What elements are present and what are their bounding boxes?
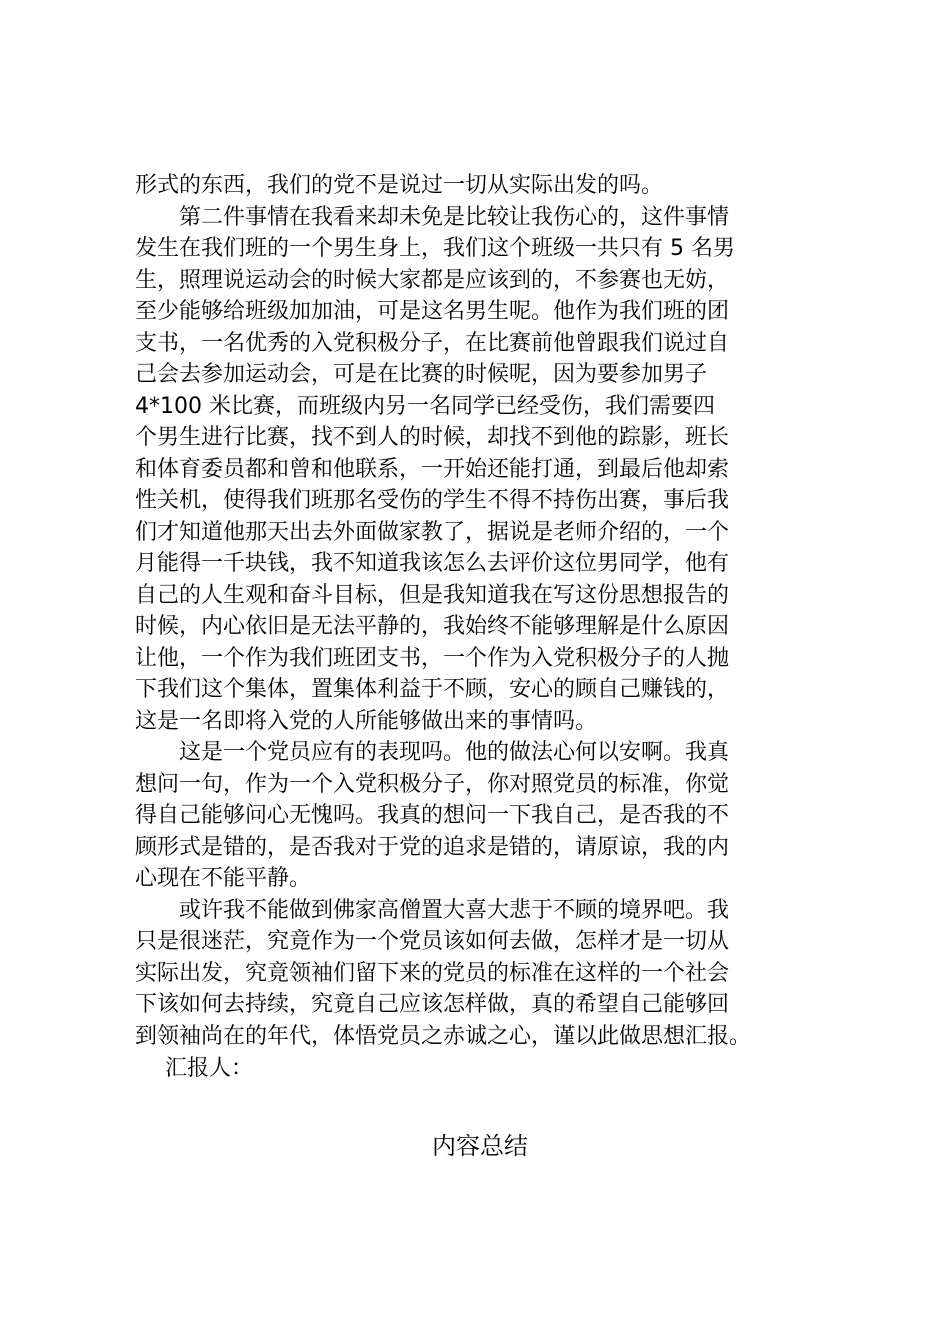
text-line: 生，照理说运动会的时候大家都是应该到的，不参赛也无妨，: [135, 267, 730, 293]
text-line: 4*100 米比赛，而班级内另一名同学已经受伤，我们需要四: [135, 393, 715, 419]
text-line: 支书，一名优秀的入党积极分子，在比赛前他曾跟我们说过自: [135, 330, 730, 356]
text-line: 顾形式是错的，是否我对于党的追求是错的，请原谅，我的内: [135, 834, 730, 860]
summary-heading: [0, 1128, 950, 1164]
text-line: 己会去参加运动会，可是在比赛的时候呢，因为要参加男子: [135, 362, 708, 387]
text-line: 或许我不能做到佛家高僧置大喜大悲于不顾的境界吧。我: [135, 897, 730, 923]
text-line: 到领袖尚在的年代，体悟党员之赤诚之心，谨以此做思想汇报。: [135, 1023, 752, 1049]
text-line: 这是一个党员应有的表现吗。他的做法心何以安啊。我真: [135, 740, 730, 765]
text-line: 只是很迷茫，究竟作为一个党员该如何去做，怎样才是一切从: [135, 929, 730, 954]
text-line: 想问一句，作为一个入党积极分子，你对照党员的标准，你觉: [135, 771, 730, 797]
text-line: 下我们这个集体，置集体利益于不顾，安心的顾自己赚钱的，: [135, 677, 730, 702]
text-line: 时候，内心依旧是无法平静的，我始终不能够理解是什么原因: [135, 614, 730, 639]
text-line: 这是一名即将入党的人所能够做出来的事情吗。: [135, 708, 598, 734]
text-line: 自己的人生观和奋斗目标，但是我知道我在写这份思想报告的: [135, 582, 730, 608]
text-line: 个男生进行比赛，找不到人的时候，却找不到他的踪影，班长: [135, 425, 730, 450]
text-line: 实际出发，究竟领袖们留下来的党员的标准在这样的一个社会: [135, 960, 730, 986]
text-line: 们才知道他那天出去外面做家教了，据说是老师介绍的，一个: [135, 519, 730, 545]
text-line: 让他，一个作为我们班团支书，一个作为入党积极分子的人抛: [135, 645, 730, 671]
text-line: 发生在我们班的一个男生身上，我们这个班级一共只有 5 名男: [135, 236, 735, 261]
text-line: 月能得一千块钱，我不知道我该怎么去评价这位男同学，他有: [135, 551, 730, 576]
document-body: [135, 170, 835, 1052]
text-line: 第二件事情在我看来却未免是比较让我伤心的，这件事情: [135, 204, 730, 230]
summary-title-text: 内容总结: [432, 1132, 528, 1160]
text-line: 下该如何去持续，究竟自己应该怎样做，真的希望自己能够回: [135, 992, 730, 1017]
text-line: 性关机，使得我们班那名受伤的学生不得不持伤出赛，事后我: [135, 488, 730, 513]
text-line: 心现在不能平静。: [135, 866, 312, 891]
text-line: 至少能够给班级加加油，可是这名男生呢。他作为我们班的团: [135, 299, 730, 324]
text-line: 得自己能够问心无愧吗。我真的想问一下我自己，是否我的不: [135, 803, 730, 828]
text-line: 和体育委员都和曾和他联系，一开始还能打通，到最后他却索: [135, 456, 730, 482]
reporter-label: 汇报人：: [165, 1056, 254, 1081]
text-line: 形式的东西，我们的党不是说过一切从实际出发的吗。: [135, 173, 664, 198]
